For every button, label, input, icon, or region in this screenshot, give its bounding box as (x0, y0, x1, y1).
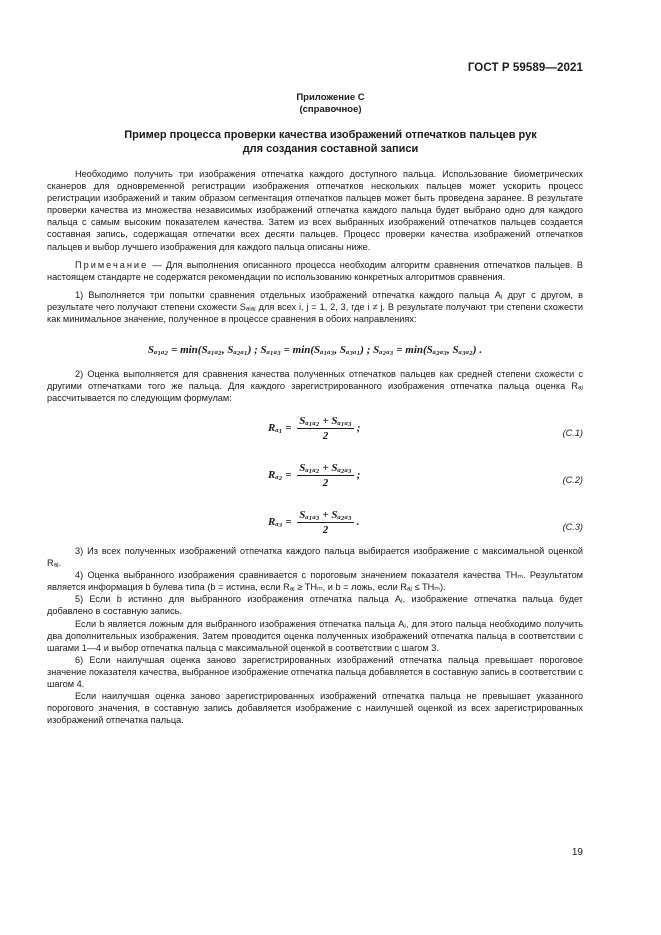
standard-designation: ГОСТ Р 59589—2021 (467, 62, 583, 74)
formula-c3 (268, 509, 360, 536)
note-label: Примечание (75, 259, 149, 270)
formula-c1 (268, 415, 360, 442)
step-2-block (47, 368, 583, 404)
formula-c3-tail: . (356, 516, 360, 529)
formula-c1-lhs: Rₐ₁ = (268, 422, 292, 435)
document-title (0, 128, 661, 156)
formula-c3-denominator: 2 (322, 524, 329, 536)
formula-c2-numerator: Sₐ₁ₐ₂ + Sₐ₂ₐ₃ (299, 462, 352, 474)
formula-c2-denominator: 2 (322, 477, 329, 489)
intro-block (47, 168, 583, 325)
annex-heading (0, 92, 661, 116)
annex-title: Приложение С (296, 92, 365, 103)
steps-block (47, 545, 583, 726)
formula-c1-numerator: Sₐ₁ₐ₂ + Sₐ₁ₐ₃ (299, 415, 352, 427)
formula-c1-denominator: 2 (322, 430, 329, 442)
title-line-1: Пример процесса проверки качества изображений отпечатков пальцев рук (124, 129, 537, 141)
note-paragraph (47, 259, 583, 283)
formula-c1-tail: ; (356, 422, 361, 435)
title-line-2: для создания составной записи (242, 143, 419, 155)
min-formula-row (47, 338, 583, 368)
step-6-paragraph: 6) Если наилучшая оценка заново зарегистрированных изображений отпечатка пальца превышает пороговое значение показателя качества, выбранное изображение отпечатка пальца добавляется в составную запись в соответствии с шагом 4. (47, 654, 583, 690)
formula-c3-numerator: Sₐ₁ₐ₃ + Sₐ₂ₐ₃ (299, 509, 352, 521)
min-formulas: Sₐ₁ₐ₂ = min(Sₐ₁ₐ₂, Sₐ₂ₐ₁) ; Sₐ₁ₐ₃ = min(Sₐ₁ₐ₃, Sₐ₃ₐ₁) ; Sₐ₂ₐ₃ = min(Sₐ₂ₐ₃, Sₐ₃ₐ₂) . (147, 344, 483, 356)
formula-c2-lhs: Rₐ₂ = (268, 469, 292, 482)
formula-c2 (268, 462, 360, 489)
formula-c3-number: (С.3) (562, 522, 583, 532)
step-1-paragraph: 1) Выполняется три попытки сравнения отдельных изображений отпечатка каждого пальца Aⱼ друг с другом, в результате чего получают степени схожести Sₐᵢₐⱼ для всех i, j = 1, 2, 3, где i ≠ j. В результате получают три степени схожести как минимальное значение, полученное в процессе сравнения в обоих направлениях: (47, 289, 583, 325)
formula-c1-number: (С.1) (562, 428, 583, 438)
page-number: 19 (571, 847, 583, 858)
final-paragraph: Если наилучшая оценка заново зарегистрированных изображений отпечатка пальца не превышает указанного порогового значения, в составную запись добавляется изображение с наилучшей оценкой из всех зарегистрированных изображений отпечатка пальца. (47, 691, 583, 726)
note-text: — Для выполнения описанного процесса необходим алгоритм сравнения отпечатков пальцев. В настоящем стандарте не содержатся рекомендации по использованию конкретных алгоритмов сравнения. (47, 259, 583, 282)
step-4-paragraph: 4) Оценка выбранного изображения сравнивается с пороговым значением показателя качества THₘ. Результатом является информация b булева типа (b = истина, если Rₐⱼ ≥ THₘ, и b = ложь, если Rₐⱼ ≤ THₘ). (47, 570, 583, 593)
step-5b-paragraph: Если b является ложным для выбранного изображения отпечатка пальца Aⱼ, для этого пальца необходимо получить два дополнительных изображения. Затем проводится оценка полученных изображений отпечатка пальца в соответствии с шагами 1—4 и выбор отпечатка пальца с максимальной оценкой в соответствии с шагом 3. (47, 618, 583, 653)
step-2-paragraph: 2) Оценка выполняется для сравнения качества полученных отпечатков пальцев как средней степени схожести с другими отпечатками того же пальца. Для каждого зарегистрированного изображения отпечатка пальца оценка Rₐⱼ рассчитывается по следующим формулам: (47, 369, 583, 404)
annex-subtitle: (справочное) (299, 104, 362, 115)
formula-c2-number: (С.2) (562, 475, 583, 485)
formula-c2-tail: ; (356, 469, 361, 482)
formula-c3-lhs: Rₐ₃ = (268, 516, 292, 529)
intro-paragraph: Необходимо получить три изображения отпечатка каждого доступного пальца. Использование биометрических сканеров для одновременной регистрации изображения отпечатков нескольких пальцев может ускорить процесс регистрации изображений и таким образом сегментация отпечатков пальцев может быть проведена заранее. В результате проверки качества из множества независимых изображений отпечатка каждого пальца будет выбрано одно для каждого пальца с самым высоким показателем качества. Затем из всех выбранных изображений отпечатков пальцев создается составная запись, содержащая отпечатки всех десяти пальцев. Процесс проверки качества изображений отпечатков пальцев и выбор лучшего изображения для каждого пальца описаны ниже. (47, 169, 583, 252)
step-3-paragraph: 3) Из всех полученных изображений отпечатка каждого пальца выбирается изображение с максимальной оценкой Rₐⱼ. (47, 546, 583, 569)
step-5-paragraph: 5) Если b истинно для выбранного изображения отпечатка пальца Aⱼ, изображение отпечатка пальца будет добавлено в составную запись. (47, 594, 583, 617)
